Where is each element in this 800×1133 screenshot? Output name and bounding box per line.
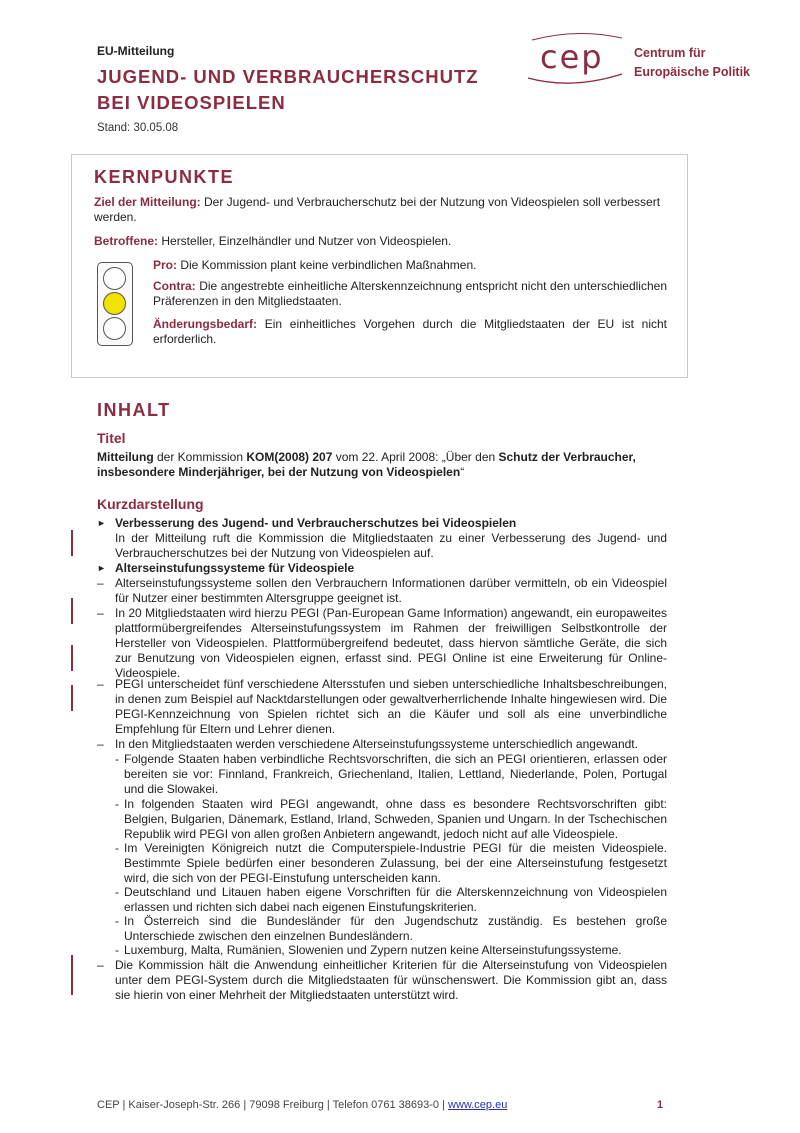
dash-5-text: Die Kommission hält die Anwendung einheitlicher Kriterien für die Alterseinstufung von Videospielen unter dem PEGI-System durch die Mitgliedstaaten für wünschenswert. Die Kommission gibt an, dass sie hierin von einer Mehrheit der Mitgliedstaaten unterstützt wird. (115, 958, 667, 1002)
titel-part-2: der Kommission (153, 450, 247, 464)
bullet-alterseinstufung (97, 561, 667, 576)
traffic-light-yellow-icon (103, 292, 126, 315)
traffic-light-bottom-icon (103, 317, 126, 340)
sub-6-text: Luxemburg, Malta, Rumänien, Slowenien und Zypern nutzen keine Alterseinstufungssysteme. (124, 943, 622, 957)
footer-text: CEP | Kaiser-Joseph-Str. 266 | 79098 Freiburg | Telefon 0761 38693-0 | (97, 1099, 449, 1111)
contra-label: Contra: (153, 279, 196, 293)
bullet-arrow-icon: ► (97, 518, 106, 528)
dash-icon: – (97, 958, 104, 972)
ziel-paragraph (94, 195, 669, 225)
dash-icon: – (97, 677, 104, 691)
list-item: - Im Vereinigten Königreich nutzt die Computerspiele-Industrie PEGI für die meisten Videospiele. Bestimmte Spiele bedürfen einer besonderen Zulassung, bei der eine Alterseinstufung festgesetzt wird, die sich von der PEGI-Einstufung unterscheiden kann. (115, 841, 667, 885)
dash-3-text: PEGI unterscheidet fünf verschiedene Altersstufen und sieben unterschiedliche Inhaltsbeschreibungen, in denen zum Beispiel auf Nacktdarstellungen oder gewaltverherrlichende Inhalte hingewiesen wird. Die PEGI-Kennzeichnung von Spielen richtet sich an die Käufer und soll als eine unverbindliche Empfehlung für Eltern und Lehrer dienen. (115, 677, 667, 736)
page-number: 1 (657, 1099, 664, 1111)
list-item (97, 606, 667, 681)
change-bar (71, 530, 73, 556)
dash-4-text: In den Mitgliedstaaten werden verschiedene Alterseinstufungssysteme unterschiedlich angewandt. (115, 737, 638, 751)
change-bar (71, 685, 73, 711)
logo-name-line-2: Europäische Politik (634, 65, 751, 79)
pro-paragraph (153, 258, 667, 273)
list-item (97, 576, 667, 606)
bullet-verbesserung (97, 516, 667, 561)
sub-4-text: Deutschland und Litauen haben eigene Vorschriften für die Alterskennzeichnung von Videospielen erlassen und richten sich dabei nach eigenen Einstufungskriterien. (124, 885, 667, 914)
document-title (97, 64, 479, 116)
title-line-2: BEI VIDEOSPIELEN (97, 92, 286, 113)
logo-mark: cep (540, 38, 604, 76)
titel-part-3: KOM(2008) 207 (246, 450, 333, 464)
cep-logo (522, 30, 762, 90)
sub-5-text: In Österreich sind die Bundesländer für den Jugendschutz zuständig. Es bestehen große Unterschiede zwischen den einzelnen Bundesländern. (124, 914, 667, 943)
ziel-text: Der Jugend- und Verbraucherschutz bei der Nutzung von Videospielen soll verbessert werden. (94, 195, 661, 224)
aenderungsbedarf-text: Ein einheitliches Vorgehen durch die Mitgliedstaaten der EU ist nicht erforderlich. (153, 317, 667, 346)
change-bar (71, 955, 73, 995)
traffic-light-icon (97, 262, 133, 346)
inhalt-heading: INHALT (97, 400, 171, 420)
betroffene-text: Hersteller, Einzelhändler und Nutzer von Videospielen. (158, 234, 452, 248)
bullet-1-text: In der Mitteilung ruft die Kommission die Mitgliedstaaten zu einer Verbesserung des Jugend- und Verbraucherschutzes bei der Nutzung von Videospielen auf. (115, 531, 667, 560)
list-item (97, 958, 667, 1003)
titel-paragraph (97, 450, 672, 480)
sub-3-text: Im Vereinigten Königreich nutzt die Computerspiele-Industrie PEGI für die meisten Videospiele. Bestimmte Spiele bedürfen einer besonderen Zulassung, bei der eine Alterseinstufung festgesetzt wird, die sich von der PEGI-Einstufung unterscheiden kann. (124, 841, 667, 885)
bullet-2-title: Alterseinstufungssysteme für Videospiele (115, 561, 355, 575)
document-type: EU-Mitteilung (97, 44, 175, 58)
titel-part-4: vom 22. April 2008: „Über den (332, 450, 499, 464)
titel-heading: Titel (97, 430, 126, 446)
change-bar (71, 645, 73, 671)
list-item: - In folgenden Staaten wird PEGI angewandt, ohne dass es besondere Rechtsvorschriften gibt: Belgien, Bulgarien, Dänemark, Estland, Irland, Schweden, Spanien und Ungarn. In der Tschechischen Republik wird PEGI von allen großen Anbietern angewandt, jedoch nicht auf alle Videospiele. (115, 797, 667, 841)
bullet-arrow-icon: ► (97, 563, 106, 573)
bullet-1-title: Verbesserung des Jugend- und Verbraucherschutzes bei Videospielen (115, 516, 517, 530)
list-item: - Deutschland und Litauen haben eigene Vorschriften für die Alterskennzeichnung von Videospielen erlassen und richten sich dabei nach eigenen Einstufungskriterien. (115, 885, 667, 914)
ziel-label: Ziel der Mitteilung: (94, 195, 201, 209)
pro-text: Die Kommission plant keine verbindlichen Maßnahmen. (177, 258, 477, 272)
kurzdarstellung-heading: Kurzdarstellung (97, 496, 204, 512)
document-date: Stand: 30.05.08 (97, 122, 179, 134)
titel-part-6: “ (460, 465, 465, 479)
betroffene-label: Betroffene: (94, 234, 159, 248)
change-bar (71, 598, 73, 624)
aenderungsbedarf-label: Änderungsbedarf: (153, 317, 258, 331)
title-line-1: JUGEND- UND VERBRAUCHERSCHUTZ (97, 66, 479, 87)
list-item: - In Österreich sind die Bundesländer für den Jugendschutz zuständig. Es bestehen große Unterschiede zwischen den einzelnen Bundesländern. (115, 914, 667, 943)
titel-part-5: Schutz der Verbraucher, insbesondere Minderjähriger, bei der Nutzung von Videospielen (97, 450, 636, 479)
list-item: - Folgende Staaten haben verbindliche Rechtsvorschriften, die sich an PEGI orientieren, erlassen oder bereiten sie vor: Finnland, Frankreich, Griechenland, Italien, Lettland, Niederlande, Polen, Portugal und die Slowakei. (115, 752, 667, 796)
dash-icon: – (97, 576, 104, 590)
logo-name-line-1: Centrum für (634, 46, 706, 60)
pro-label: Pro: (153, 258, 177, 272)
contra-text: Die angestrebte einheitliche Alterskennzeichnung entspricht nicht den unterschiedlichen Präferenzen in den Mitgliedstaaten. (153, 279, 667, 308)
sub-2-text: In folgenden Staaten wird PEGI angewandt, ohne dass es besondere Rechtsvorschriften gibt: Belgien, Bulgarien, Dänemark, Estland, Irland, Schweden, Spanien und Ungarn. In der Tschechischen Republik wird PEGI von allen großen Anbietern angewandt, jedoch nicht auf alle Videospiele. (124, 797, 667, 841)
kernpunkte-heading: KERNPUNKTE (94, 167, 235, 187)
aenderungsbedarf-paragraph (153, 317, 667, 347)
list-item (97, 677, 667, 737)
logo-name (634, 44, 750, 82)
titel-part-1: Mitteilung (97, 450, 154, 464)
contra-paragraph (153, 279, 667, 309)
dash-icon: – (97, 606, 104, 620)
dash-1-text: Alterseinstufungssysteme sollen den Verbrauchern Informationen darüber vermitteln, ob ein Videospiel für Nutzer einer bestimmten Altersgruppe geeignet ist. (115, 576, 667, 605)
footer-link[interactable]: www.cep.eu (448, 1099, 508, 1111)
kernpunkte-box (71, 154, 688, 378)
dash-2-text: In 20 Mitgliedstaaten wird hierzu PEGI (Pan-European Game Information) angewandt, ein europaweites plattformübergreifendes Alterseinstufungssystem im Rahmen der freiwilligen Selbstkontrolle der Hersteller von Videospielen. Plattformübergreifend bedeutet, dass hiervon sämtliche Geräte, die sich zur Benutzung von Videospielen eignen, erfasst sind. PEGI Online ist eine Erweiterung für Online-Videospiele. (115, 606, 667, 680)
sub-1-text: Folgende Staaten haben verbindliche Rechtsvorschriften, die sich an PEGI orientieren, erlassen oder bereiten sie vor: Finnland, Frankreich, Griechenland, Italien, Lettland, Niederlande, Polen, Portugal und die Slowakei. (124, 752, 667, 796)
footer (97, 1098, 507, 1113)
betroffene-paragraph (94, 234, 669, 249)
list-item (97, 737, 667, 752)
dash-icon: – (97, 737, 104, 751)
traffic-light-top-icon (103, 267, 126, 290)
list-item: - Luxemburg, Malta, Rumänien, Slowenien und Zypern nutzen keine Alterseinstufungssysteme. (115, 943, 667, 958)
